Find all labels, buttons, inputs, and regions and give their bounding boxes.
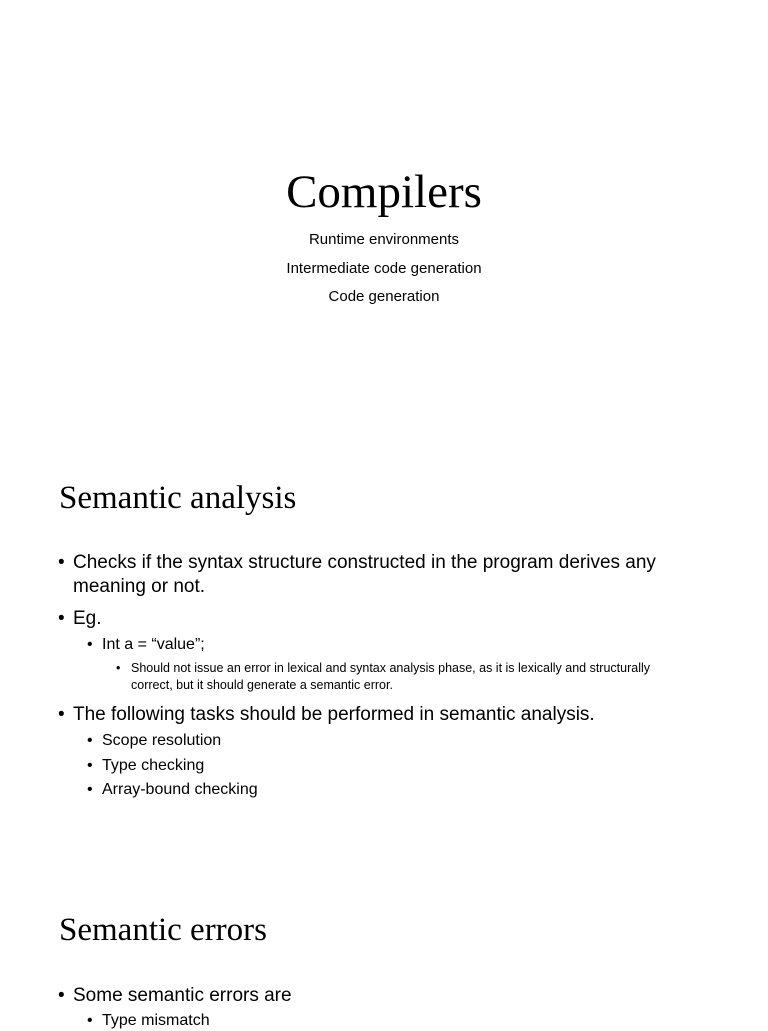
bullet-item xyxy=(58,551,718,599)
bullet-dot: • xyxy=(58,704,65,725)
bullet-dot: • xyxy=(87,732,93,749)
bullet-text: Int a = “value”; xyxy=(102,636,205,653)
task-text: Array-bound checking xyxy=(102,781,258,798)
bullet-dot: • xyxy=(58,608,65,629)
bullet-item xyxy=(58,703,718,727)
bullet-item xyxy=(58,607,718,631)
bullet-dot: • xyxy=(58,552,65,573)
sub-bullet-item xyxy=(87,635,707,655)
bullet-text: Should not issue an error in lexical and syntax analysis phase, as it is lexically and structurally correct, but it should generate a semantic error. xyxy=(131,661,651,692)
subtitle-line: Intermediate code generation xyxy=(286,260,482,277)
slide-title: Compilers xyxy=(286,166,482,218)
task-text: Scope resolution xyxy=(102,732,222,749)
bullet-dot: • xyxy=(87,781,93,798)
task-item xyxy=(87,756,707,776)
task-item xyxy=(87,780,707,800)
bullet-dot: • xyxy=(58,985,65,1006)
bullet-dot: • xyxy=(87,1012,93,1029)
bullet-text: Type mismatch xyxy=(102,1012,210,1029)
bullet-dot: • xyxy=(116,661,121,675)
title-slide xyxy=(0,0,768,400)
task-item xyxy=(87,731,707,751)
semantic-analysis-title: Semantic analysis xyxy=(59,480,297,516)
bullet-dot: • xyxy=(87,757,93,774)
subtitle-line: Runtime environments xyxy=(308,231,460,248)
bullet-text: Eg. xyxy=(73,608,102,629)
subtitle-line: Code generation xyxy=(328,288,440,305)
semantic-errors-title: Semantic errors xyxy=(59,912,268,948)
task-text: Type checking xyxy=(102,757,205,774)
sub-bullet-item xyxy=(87,1011,707,1031)
sub-sub-bullet-item xyxy=(116,660,676,694)
bullet-text: Checks if the syntax structure constructed in the program derives any meaning or not. xyxy=(73,552,656,597)
bullet-item xyxy=(58,984,718,1008)
bullet-text: Some semantic errors are xyxy=(73,985,292,1006)
bullet-text: The following tasks should be performed in semantic analysis. xyxy=(73,704,595,725)
bullet-dot: • xyxy=(87,636,93,653)
